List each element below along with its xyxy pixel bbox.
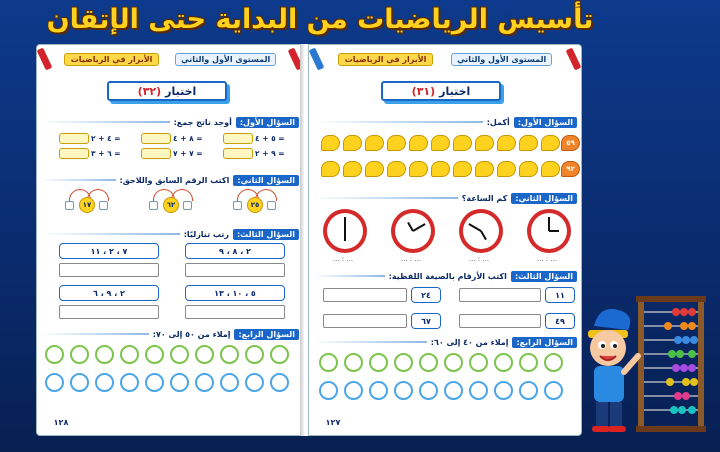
q2-tag: السؤال الثاني:	[233, 175, 299, 186]
answer-circle[interactable]	[220, 373, 239, 392]
answer-box[interactable]	[141, 133, 171, 144]
q2-text: كم الساعة؟	[461, 193, 508, 203]
q4-text: إملاء من ٤٠ إلى ٦٠:	[430, 337, 509, 347]
left-q4-bar	[41, 327, 299, 341]
answer-circle[interactable]	[494, 381, 513, 400]
q1-text: أوجد ناتج جمع:	[173, 117, 232, 127]
answer-blank[interactable]	[323, 314, 407, 328]
answer-circle[interactable]	[319, 381, 338, 400]
answer-circle[interactable]	[170, 373, 189, 392]
level-label: المستوى الأول والثاني	[451, 53, 552, 66]
sequence-bubble[interactable]	[387, 135, 406, 151]
right-q2-bar	[313, 191, 577, 205]
answer-box[interactable]	[59, 133, 89, 144]
sequence-bubble[interactable]	[519, 161, 538, 177]
answer-box[interactable]	[223, 148, 253, 159]
answer-circle[interactable]	[245, 345, 264, 364]
sort-set: ٢ ، ٩ ، ٦	[59, 285, 159, 301]
number-box: ١١	[545, 287, 575, 303]
time-blank[interactable]: ... : ...	[537, 255, 558, 263]
answer-circle[interactable]	[519, 381, 538, 400]
sequence-bubble[interactable]	[343, 161, 362, 177]
left-q1-bar	[41, 115, 299, 129]
sequence-bubble[interactable]	[453, 161, 472, 177]
sort-set: ٥ ، ١٠ ، ١٣	[185, 285, 285, 301]
answer-circle[interactable]	[195, 373, 214, 392]
test-number: (٣٢)	[137, 84, 162, 98]
sequence-bubble[interactable]	[365, 135, 384, 151]
sequence-bubble[interactable]	[519, 135, 538, 151]
answer-circle[interactable]	[45, 373, 64, 392]
q3-tag: السؤال الثالث:	[233, 229, 299, 240]
clock-icon	[391, 209, 435, 253]
answer-circle[interactable]	[369, 381, 388, 400]
left-q3-bar	[41, 227, 299, 241]
answer-blank[interactable]	[59, 305, 159, 319]
number-bead: ١٧	[79, 197, 95, 213]
answer-blank[interactable]	[323, 288, 407, 302]
sequence-start: ٩٢	[561, 161, 580, 177]
answer-circle[interactable]	[95, 373, 114, 392]
answer-slot[interactable]	[233, 201, 242, 210]
answer-circle[interactable]	[120, 373, 139, 392]
sequence-bubble[interactable]	[387, 161, 406, 177]
page-number: ١٢٧	[325, 417, 341, 427]
q4-text: إملاء من ٥٠ إلى ٧٠:	[152, 329, 231, 339]
clock-icon	[527, 209, 571, 253]
answer-circle[interactable]	[70, 373, 89, 392]
sequence-bubble[interactable]	[321, 161, 340, 177]
answer-circle[interactable]	[394, 381, 413, 400]
q3-text: اكتب الأرقام بالصيغة اللفظية:	[388, 271, 507, 281]
answer-circle[interactable]	[344, 353, 363, 372]
neighbor-chain	[233, 195, 283, 215]
answer-blank[interactable]	[185, 305, 285, 319]
right-q1-bar	[313, 115, 577, 129]
test-label: اختبار	[439, 84, 471, 98]
boy-with-abacus-illustration	[580, 290, 710, 440]
sort-set: ٢ ، ٨ ، ٩	[185, 243, 285, 259]
answer-circle[interactable]	[444, 353, 463, 372]
number-box: ٤٩	[545, 313, 575, 329]
test-number: (٣١)	[411, 84, 436, 98]
pencil-icon	[37, 48, 53, 71]
answer-circle[interactable]	[394, 353, 413, 372]
answer-blank[interactable]	[185, 263, 285, 277]
right-page	[308, 44, 582, 436]
neighbor-chain	[149, 195, 199, 215]
equation-group: ٤ + ٢ = ٦ + ٣ =	[59, 131, 129, 163]
number-box: ٢٤	[411, 287, 441, 303]
clock-icon	[323, 209, 367, 253]
answer-circle[interactable]	[494, 353, 513, 372]
answer-blank[interactable]	[459, 314, 541, 328]
answer-box[interactable]	[223, 133, 253, 144]
answer-box[interactable]	[59, 148, 89, 159]
left-q2-bar	[41, 173, 299, 187]
q3-text: رتب تنازليًا:	[183, 229, 229, 239]
sequence-bubble[interactable]	[365, 161, 384, 177]
answer-circle[interactable]	[270, 373, 289, 392]
answer-circle[interactable]	[95, 345, 114, 364]
answer-slot[interactable]	[65, 201, 74, 210]
test-title	[107, 81, 227, 101]
sequence-bubble[interactable]	[475, 161, 494, 177]
answer-circle[interactable]	[145, 345, 164, 364]
answer-circle[interactable]	[519, 353, 538, 372]
sequence-bubble[interactable]	[497, 161, 516, 177]
answer-circle[interactable]	[444, 381, 463, 400]
answer-circle[interactable]	[70, 345, 89, 364]
abrar-label: الأبرار في الرياضيات	[64, 53, 160, 66]
answer-circle[interactable]	[544, 353, 563, 372]
answer-blank[interactable]	[59, 263, 159, 277]
right-header	[313, 47, 577, 71]
answer-slot[interactable]	[99, 201, 108, 210]
sequence-bubble[interactable]	[453, 135, 472, 151]
answer-circle[interactable]	[319, 353, 338, 372]
answer-slot[interactable]	[149, 201, 158, 210]
equation-group: ٨ + ٤ = ٧ + ٧ =	[141, 131, 211, 163]
neighbor-chain	[65, 195, 115, 215]
answer-circle[interactable]	[469, 381, 488, 400]
sequence-bubble[interactable]	[541, 161, 560, 177]
q1-tag: السؤال الأول:	[236, 117, 299, 128]
number-bead: ٢٥	[247, 197, 263, 213]
abrar-label: الأبرار في الرياضيات	[338, 53, 434, 66]
right-q3-bar	[313, 269, 577, 283]
q3-tag: السؤال الثالث:	[511, 271, 577, 282]
sequence-bubble[interactable]	[497, 135, 516, 151]
sequence-bubble[interactable]	[431, 135, 450, 151]
answer-box[interactable]	[141, 148, 171, 159]
time-blank[interactable]: ... : ...	[401, 255, 422, 263]
clock-icon	[459, 209, 503, 253]
pencil-icon	[566, 48, 582, 71]
test-title	[381, 81, 501, 101]
sequence-bubble[interactable]	[475, 135, 494, 151]
answer-circle[interactable]	[145, 373, 164, 392]
q1-tag: السؤال الأول:	[514, 117, 577, 128]
number-box: ٦٧	[411, 313, 441, 329]
right-q4-bar	[313, 335, 577, 349]
sequence-bubble[interactable]	[321, 135, 340, 151]
page-number: ١٢٨	[53, 417, 69, 427]
answer-circle[interactable]	[45, 345, 64, 364]
equation-group: ٥ + ٤ = ٩ + ٢ =	[223, 131, 293, 163]
answer-slot[interactable]	[267, 201, 276, 210]
answer-circle[interactable]	[170, 345, 189, 364]
answer-blank[interactable]	[459, 288, 541, 302]
sequence-bubble[interactable]	[541, 135, 560, 151]
q2-text: اكتب الرقم السابق واللاحق:	[119, 175, 230, 185]
q4-tag: السؤال الرابع:	[512, 337, 577, 348]
sequence-bubble[interactable]	[343, 135, 362, 151]
answer-circle[interactable]	[469, 353, 488, 372]
answer-circle[interactable]	[419, 381, 438, 400]
time-blank[interactable]: ... : ...	[469, 255, 490, 263]
q1-text: أكمل:	[486, 117, 510, 127]
sequence-bubble[interactable]	[409, 135, 428, 151]
q4-tag: السؤال الرابع:	[234, 329, 299, 340]
answer-circle[interactable]	[220, 345, 239, 364]
answer-circle[interactable]	[195, 345, 214, 364]
answer-slot[interactable]	[183, 201, 192, 210]
number-bead: ٦٢	[163, 197, 179, 213]
sort-set: ٧ ، ٢ ، ١١	[59, 243, 159, 259]
left-header	[41, 47, 299, 71]
answer-circle[interactable]	[245, 373, 264, 392]
answer-circle[interactable]	[369, 353, 388, 372]
pencil-icon	[309, 48, 325, 71]
time-blank[interactable]: ... : ...	[333, 255, 354, 263]
sequence-start: ٥٩	[561, 135, 580, 151]
answer-circle[interactable]	[544, 381, 563, 400]
sequence-bubble[interactable]	[431, 161, 450, 177]
answer-circle[interactable]	[270, 345, 289, 364]
answer-circle[interactable]	[419, 353, 438, 372]
sequence-bubble[interactable]	[409, 161, 428, 177]
q2-tag: السؤال الثاني:	[511, 193, 577, 204]
answer-circle[interactable]	[120, 345, 139, 364]
test-label: اختبار	[165, 84, 197, 98]
level-label: المستوى الأول والثاني	[175, 53, 276, 66]
answer-circle[interactable]	[344, 381, 363, 400]
banner-title: تأسيس الرياضيات من البداية حتى الإتقان	[46, 4, 594, 35]
left-page	[36, 44, 304, 436]
